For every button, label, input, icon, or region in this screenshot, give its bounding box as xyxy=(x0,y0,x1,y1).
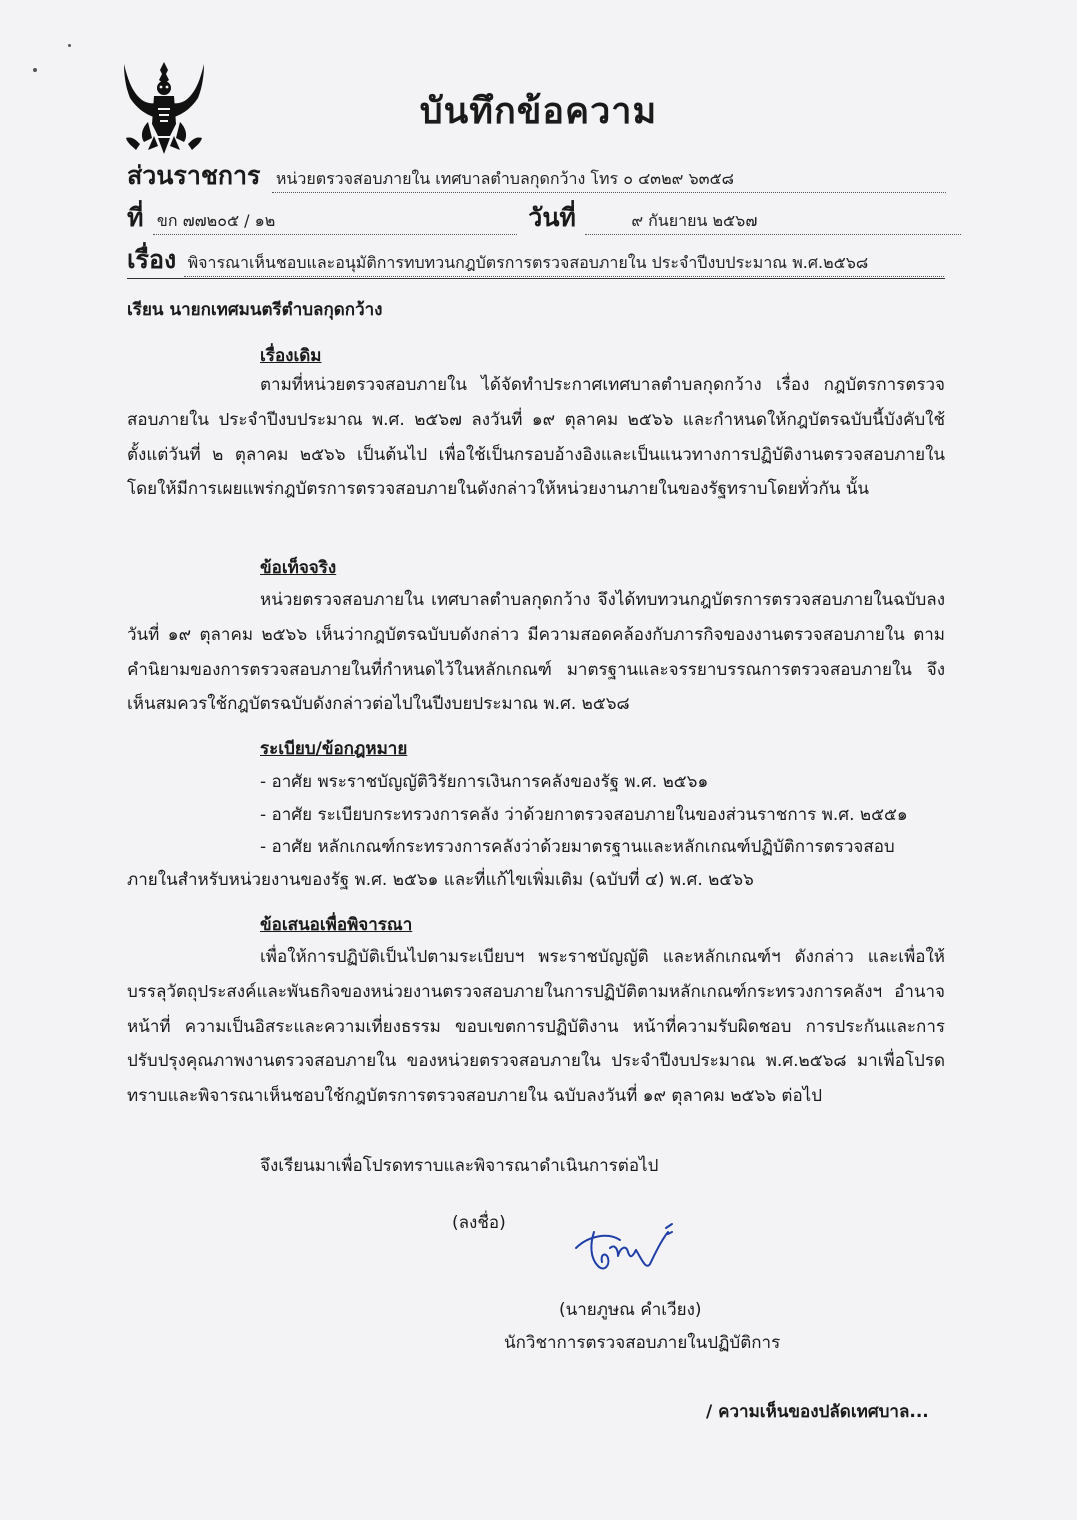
closing-sentence: จึงเรียนมาเพื่อโปรดทราบและพิจารณาดำเนินการต่อไป xyxy=(260,1156,659,1176)
facts-heading: ข้อเท็จจริง xyxy=(260,558,337,578)
subject-row xyxy=(127,240,945,280)
ref-label: ที่ xyxy=(127,203,144,232)
law-item: - อาศัย ระเบียบกระทรวงการคลัง ว่าด้วยกาตรวจสอบภายในของส่วนราชการ พ.ศ. ๒๕๕๑ xyxy=(260,805,908,825)
signatory-name: (นายภูษณ คำเวียง) xyxy=(559,1300,702,1320)
speck xyxy=(33,68,37,72)
signatory-position: นักวิชาการตรวจสอบภายในปฏิบัติการ xyxy=(504,1333,781,1353)
subject-label: เรื่อง xyxy=(127,245,177,274)
sign-label: (ลงชื่อ) xyxy=(452,1213,506,1233)
law-heading: ระเบียบ/ข้อกฎหมาย xyxy=(260,739,408,759)
background-text: ตามที่หน่วยตรวจสอบภายใน ได้จัดทำประกาศเทศบาลตำบลกุดกว้าง เรื่อง กฎบัตรการตรวจสอบภายใน ประจำปีงบประมาณ พ.ศ. ๒๕๖๗ ลงวันที่ ๑๙ ตุลาคม ๒๕๖๖ และกำหนดให้กฎบัตรฉบับนี้บังคับใช้ตั้งแต่วันที่ ๒ ตุลาคม ๒๕๖๖ เป็นต้นไป เพื่อใช้เป็นกรอบอ้างอิงและเป็นแนวทางการปฏิบัติงานตรวจสอบภายใน โดยให้มีการเผยแพร่กฎบัตรการตรวจสอบภายในดังกล่าวให้หน่วยงานภายในของรัฐทราบโดยทั่วกัน นั้น xyxy=(127,375,945,500)
speck xyxy=(68,44,71,47)
memo-title: บันทึกข้อความ xyxy=(419,91,658,132)
agency-value: หน่วยตรวจสอบภายใน เทศบาลตำบลกุดกว้าง โทร ๐ ๔๓๒๙ ๖๓๕๘ xyxy=(272,167,946,193)
law-item: - อาศัย พระราชบัญญัติวิรัยการเงินการคลังของรัฐ พ.ศ. ๒๕๖๑ xyxy=(260,772,709,792)
handwritten-signature xyxy=(568,1218,678,1278)
background-heading: เรื่องเดิม xyxy=(260,346,322,366)
salutation: เรียน นายกเทศมนตรีตำบลกุดกว้าง xyxy=(127,300,383,320)
ref-date-row xyxy=(127,198,945,238)
date-value: ๙ กันยายน ๒๕๖๗ xyxy=(585,209,961,235)
proposal-heading: ข้อเสนอเพื่อพิจารณา xyxy=(260,915,413,935)
law-item-continuation: ภายในสำหรับหน่วยงานของรัฐ พ.ศ. ๒๕๖๑ และที่แก้ไขเพิ่มเติม (ฉบับที่ ๔) พ.ศ. ๒๕๖๖ xyxy=(127,870,754,890)
proposal-text: เพื่อให้การปฏิบัติเป็นไปตามระเบียบฯ พระราชบัญญัติ และหลักเกณฑ์ฯ ดังกล่าว และเพื่อให้บรรลุวัตถุประสงค์และพันธกิจของหน่วยงานตรวจสอบภายในการปฏิบัติตามหลักเกณฑ์กระทรวงการคลังฯ อำนาจหน้าที่ ความเป็นอิสระและความเที่ยงธรรม ขอบเขตการปฏิบัติงาน หน้าที่ความรับผิดชอบ การประกันและการปรับปรุงคุณภาพงานตรวจสอบภายใน ของหน่วยตรวจสอบภายใน ประจำปีงบประมาณ พ.ศ.๒๕๖๘ มาเพื่อโปรดทราบและพิจารณาเห็นชอบใช้กฎบัตรการตรวจสอบภายใน ฉบับลงวันที่ ๑๙ ตุลาคม ๒๕๖๖ ต่อไป xyxy=(127,947,945,1107)
date-label: วันที่ xyxy=(528,203,576,232)
header-divider xyxy=(127,278,945,279)
law-item: - อาศัย หลักเกณฑ์กระทรวงการคลังว่าด้วยมาตรฐานและหลักเกณฑ์ปฏิบัติการตรวจสอบ xyxy=(260,837,895,857)
subject-value: พิจารณาเห็นชอบและอนุมัติการทบทวนกฎบัตรการตรวจสอบภายใน ประจำปีงบประมาณ พ.ศ.๒๕๖๘ xyxy=(184,251,944,277)
continued-marker: / ความเห็นของปลัดเทศบาล... xyxy=(706,1402,929,1422)
agency-row xyxy=(127,156,945,196)
agency-label: ส่วนราชการ xyxy=(127,161,261,190)
ref-value: ขก ๗๗๒๐๕ / ๑๒ xyxy=(153,209,517,235)
facts-text: หน่วยตรวจสอบภายใน เทศบาลตำบลกุดกว้าง จึงได้ทบทวนกฎบัตรการตรวจสอบภายในฉบับลงวันที่ ๑๙ ตุลาคม ๒๕๖๖ เห็นว่ากฎบัตรฉบับบดังกล่าว มีความสอดคล้องกับภารกิจของงานตรวจสอบภายใน ตามคำนิยามของการตรวจสอบภายในที่กำหนดไว้ในหลักเกณฑ์ มาตรฐานและจรรยาบรรณการตรวจสอบภายใน จึงเห็นสมควรใช้กฎบัตรฉบับดังกล่าวต่อไปในปีงบยประมาณ พ.ศ. ๒๕๖๘ xyxy=(127,590,945,715)
